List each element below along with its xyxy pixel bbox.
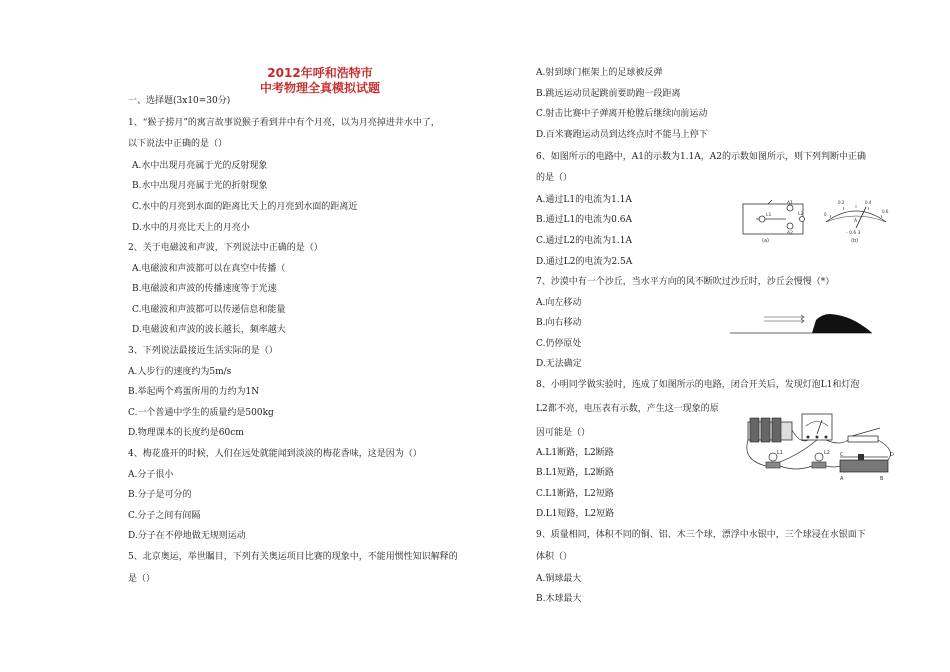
ammeter-a2-label: A2 [787, 231, 793, 236]
section-heading: 一、选择题(3x10=30分) [128, 96, 231, 106]
q3-option-c: C.一个普通中学生的质量约是500kg [128, 408, 274, 418]
question-8: 8、小明同学做实验时，连成了如图所示的电路，闭合开关后，发现灯泡L1和灯泡 [536, 380, 860, 390]
question-3: 3、下列说法最接近生活实际的是（） [128, 346, 278, 356]
q1-option-d: D.水中的月亮比天上的月亮小 [132, 223, 250, 233]
q8-option-d: D.L1短路，L2短路 [536, 509, 615, 519]
lamp-l2-label: L2 [824, 450, 830, 456]
q8-option-b: B.L1短路，L2断路 [536, 468, 614, 478]
question-9: 9、质量相同，体积不同的铜、铝、木三个球，漂浮中水银中，三个球浸在水银面下 [536, 530, 866, 540]
battery-pack [748, 418, 792, 442]
voltmeter [802, 414, 832, 440]
rheostat-label-d: D [890, 452, 894, 458]
ammeter-needle [856, 207, 866, 228]
rheostat-label-a: A [840, 476, 844, 482]
q7-option-c: C.仍停原处 [536, 339, 582, 349]
q7-option-a: A.向左移动 [536, 298, 582, 308]
rheostat-label-c: C [840, 452, 844, 458]
q6-option-d: D.通过L2的电流为2.5A [536, 257, 633, 267]
q4-option-c: C.分子之间有间隔 [128, 511, 201, 521]
wind-arrows [764, 315, 804, 323]
q6-option-c: C.通过L2的电流为1.1A [536, 236, 632, 246]
q3-option-b: B.举起两个鸡蛋所用的力约为1N [128, 387, 260, 397]
question-7: 7、沙漠中有一个沙丘，当水平方向的风不断吹过沙丘时，沙丘会慢慢（*） [536, 277, 835, 287]
q4-option-a: A.分子很小 [128, 470, 174, 480]
question-8-cont2: 因可能是（） [536, 428, 591, 438]
ammeter-a1-label: A1 [787, 201, 793, 206]
q2-option-d: D.电磁波和声波的波长越长，频率越大 [132, 325, 286, 335]
q2-option-b: B.电磁波和声波的传播速度等于光速 [132, 284, 277, 294]
question-5: 5、北京奥运，举世瞩目，下列有关奥运项目比赛的现象中，不能用惯性知识解释的 [128, 552, 458, 562]
q6-circuit-diagram [738, 196, 810, 246]
q9-option-b: B.木球最大 [536, 594, 582, 604]
question-1: 1、“猴子捞月”的寓言故事说猴子看到井中有个月亮，以为月亮掉进井水中了， [128, 118, 440, 128]
q5-option-a: A.射到球门框架上的足球被反弹 [536, 68, 663, 78]
q6-option-a: A.通过L1的电流为1.1A [536, 195, 632, 205]
q8-option-c: C.L1断路，L2短路 [536, 489, 614, 499]
q7-sand-dune-figure [728, 308, 874, 338]
q2-option-c: C.电磁波和声波都可以传递信息和能量 [132, 305, 286, 315]
q1-option-c: C.水中的月亮到水面的距离比天上的月亮到水面的距离近 [132, 202, 358, 212]
q2-option-a: A.电磁波和声波都可以在真空中传播（ [132, 264, 286, 274]
exam-title-line2: 中考物理全真模拟试题 [259, 81, 380, 95]
ammeter-tick-2: 0.4 [865, 200, 872, 205]
q1-option-b: B.水中出现月亮属于光的折射现象 [132, 181, 268, 191]
figure-caption-a: (a) [762, 238, 769, 244]
lamp-l1-label: L1 [777, 450, 783, 456]
q7-option-b: B.向右移动 [536, 318, 582, 328]
rheostat [840, 454, 888, 472]
question-6-cont: 的是（） [536, 173, 573, 183]
q9-option-a: A.铜球最大 [536, 574, 582, 584]
question-2: 2、关于电磁波和声波，下列说法中正确的是（） [128, 243, 323, 253]
q8-circuit-figure [740, 410, 900, 486]
question-1-cont: 以下说法中正确的是（） [128, 139, 228, 149]
q7-option-d: D.无法确定 [536, 359, 582, 369]
question-5-cont: 是（） [128, 574, 156, 584]
lamp-l2-symbol [800, 217, 805, 222]
ammeter-unit: A [854, 219, 858, 224]
exam-title-line1: 2012年呼和浩特市 [267, 66, 373, 80]
q1-option-a: A.水中出现月亮属于光的反射现象 [132, 161, 268, 171]
q6-ammeter-dial [818, 196, 894, 246]
question-6: 6、如图所示的电路中，A1的示数为1.1A，A2的示数如图所示，则下列判断中正确 [536, 152, 866, 162]
ammeter-terminals: - 0.6 3 [846, 231, 861, 236]
ammeter-tick-3: 0.6 [882, 209, 889, 214]
ammeter-tick-0: 0 [824, 212, 827, 217]
question-4: 4、梅花盛开的时候，人们在远处就能闻到淡淡的梅花香味，这是因为（） [128, 449, 422, 459]
q4-option-d: D.分子在不停地做无规则运动 [128, 531, 246, 541]
lamp-l1-symbol [759, 216, 765, 222]
question-8-cont: L2都不亮，电压表有示数，产生这一现象的原 [536, 404, 719, 414]
q5-option-b: B.跳远运动员起跳前要助跑一段距离 [536, 89, 681, 99]
lamp-l2-label: L2 [798, 212, 804, 217]
q4-option-b: B.分子是可分的 [128, 490, 192, 500]
lamp-l1-label: L1 [766, 213, 772, 218]
q3-option-d: D.物理课本的长度约是60cm [128, 428, 244, 438]
q3-option-a: A.人步行的速度约为5m/s [128, 367, 232, 377]
switch [848, 428, 880, 442]
q6-option-b: B.通过L1的电流为0.6A [536, 215, 632, 225]
question-9-cont: 体积（） [536, 552, 573, 562]
q5-option-c: C.射击比赛中子弹离开枪膛后继续向前运动 [536, 109, 708, 119]
q5-option-d: D.百米赛跑运动员到达终点时不能马上停下 [536, 130, 708, 140]
ammeter-a2-symbol [787, 223, 793, 229]
sand-dune [812, 314, 872, 333]
ammeter-tick-1: 0.2 [838, 200, 845, 205]
figure-caption-b: (b) [851, 238, 859, 244]
q8-option-a: A.L1断路，L2断路 [536, 448, 614, 458]
rheostat-label-b: B [880, 476, 884, 482]
